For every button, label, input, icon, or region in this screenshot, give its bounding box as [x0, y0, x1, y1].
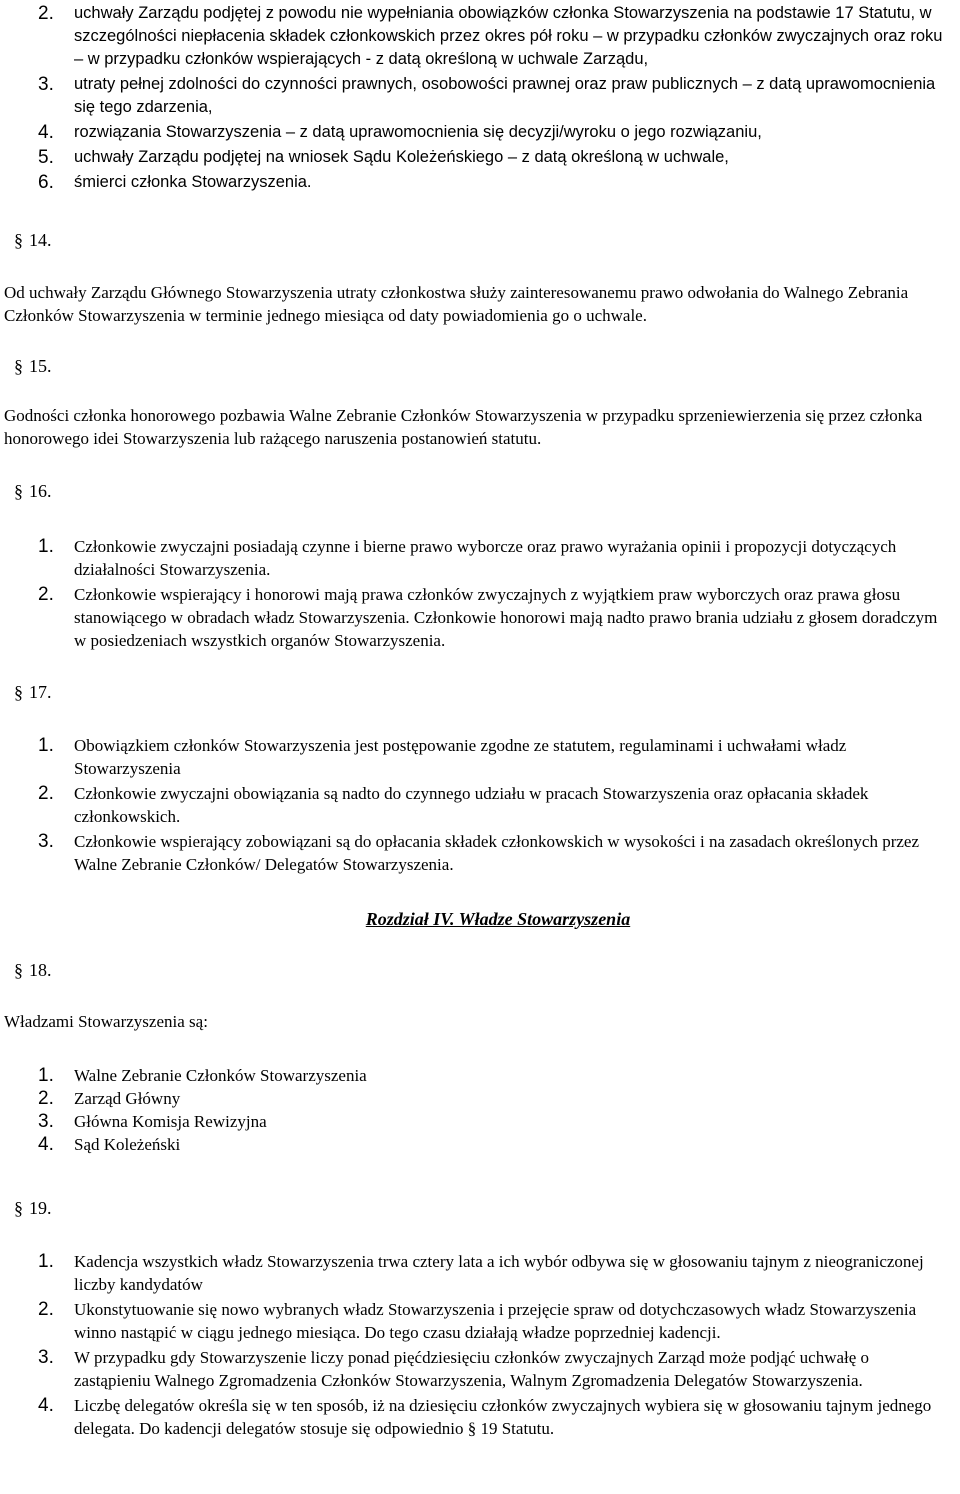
list-text: W przypadku gdy Stowarzyszenie liczy ponad pięćdziesięciu członków zwyczajnych Zarząd może podjąć uchwałę o zastąpieniu Walnego Zgromadzenia Członków Stowarzyszenia, Walnym Zgromadzenia Delegatów Stowarzyszenia.: [74, 1348, 870, 1390]
list-number: 5.: [38, 147, 54, 168]
list-item: [0, 1087, 960, 1110]
list-item: [0, 583, 960, 652]
chapter-heading: Rozdział IV. Władze Stowarzyszenia: [365, 909, 631, 929]
section-16-list: [0, 535, 960, 654]
section-18-list: [0, 1064, 960, 1156]
section-sign: §: [14, 356, 23, 376]
list-text: Obowiązkiem członków Stowarzyszenia jest postępowanie zgodne ze statutem, regulaminami i uchwałami władz Stowarzyszenia: [74, 736, 847, 778]
section-17-list: [0, 734, 960, 878]
list-item: [0, 830, 960, 876]
section-number: 18.: [29, 960, 52, 980]
list-item: [0, 1394, 960, 1440]
section-sign: §: [14, 481, 23, 501]
list-number: 1.: [38, 1251, 54, 1272]
list-number: 4.: [38, 1395, 54, 1416]
section-19-list: [0, 1250, 960, 1442]
list-text: utraty pełnej zdolności do czynności prawnych, osobowości prawnej oraz praw publicznych – z datą uprawomocnienia się tego zdarzenia,: [74, 75, 936, 116]
section-sign: §: [14, 682, 23, 702]
section-sign: §: [14, 230, 23, 250]
membership-loss-list: [0, 2, 960, 196]
list-number: 2.: [38, 584, 54, 605]
list-text: uchwały Zarządu podjętej na wniosek Sądu Koleżeńskiego – z datą określoną w uchwale,: [74, 148, 729, 166]
section-number: 16.: [29, 481, 52, 501]
section-14-paragraph: Od uchwały Zarządu Głównego Stowarzyszenia utraty członkostwa służy zainteresowanemu prawo odwołania do Walnego Zebrania Członków Stowarzyszenia w terminie jednego miesiąca od daty powiadomienia go o uchwale.: [4, 283, 909, 325]
list-item: [0, 734, 960, 780]
section-19-heading: [14, 1197, 52, 1219]
list-item: [0, 1133, 960, 1156]
list-item: [0, 73, 960, 119]
list-text: Główna Komisja Rewizyjna: [74, 1112, 267, 1131]
list-number: 6.: [38, 172, 54, 193]
list-item: [0, 535, 960, 581]
list-item: [0, 1110, 960, 1133]
list-text: śmierci członka Stowarzyszenia.: [74, 173, 312, 191]
list-number: 3.: [38, 1111, 54, 1132]
list-number: 3.: [38, 1347, 54, 1368]
list-item: [0, 1346, 960, 1392]
section-18-heading: [14, 959, 52, 981]
section-15-heading: [14, 355, 52, 377]
list-number: 2.: [38, 783, 54, 804]
list-number: 3.: [38, 831, 54, 852]
list-number: 3.: [38, 74, 54, 95]
section-17-heading: [14, 681, 52, 703]
list-number: 1.: [38, 1065, 54, 1086]
list-text: Liczbę delegatów określa się w ten sposób, iż na dziesięciu członków zwyczajnych wybiera się w głosowaniu tajnym jednego delegata. Do kadencji delegatów stosuje się odpowiednio § 19 Statutu.: [74, 1396, 932, 1438]
list-item: [0, 121, 960, 144]
section-16-heading: [14, 480, 52, 502]
list-number: 4.: [38, 122, 54, 143]
list-number: 1.: [38, 536, 54, 557]
list-text: uchwały Zarządu podjętej z powodu nie wypełniania obowiązków członka Stowarzyszenia na podstawie 17 Statutu, w szczególności niepłacenia składek członkowskich przez okres pół roku – w przypadku członków zwyczajnych oraz roku – w przypadku członków wspierających - z datą określoną w uchwale Zarządu,: [74, 4, 943, 68]
list-item: [0, 1298, 960, 1344]
section-number: 15.: [29, 356, 52, 376]
section-sign: §: [14, 960, 23, 980]
list-text: rozwiązania Stowarzyszenia – z datą uprawomocnienia się decyzji/wyroku o jego rozwiązaniu,: [74, 123, 762, 141]
section-18-paragraph: Władzami Stowarzyszenia są:: [4, 1012, 208, 1031]
list-item: [0, 146, 960, 169]
list-item: [0, 171, 960, 194]
list-text: Zarząd Główny: [74, 1089, 181, 1108]
list-text: Kadencja wszystkich władz Stowarzyszenia trwa cztery lata a ich wybór odbywa się w głosowaniu tajnym z nieograniczonej liczby kandydatów: [74, 1252, 924, 1294]
list-number: 2.: [38, 1299, 54, 1320]
list-number: 4.: [38, 1134, 54, 1155]
list-text: Członkowie wspierający zobowiązani są do opłacania składek członkowskich w wysokości i na zasadach określonych przez Walne Zebranie Członków/ Delegatów Stowarzyszenia.: [74, 832, 919, 874]
section-15-paragraph: Godności członka honorowego pozbawia Walne Zebranie Członków Stowarzyszenia w przypadku sprzeniewierzenia się przez członka honorowego idei Stowarzyszenia lub rażącego naruszenia postanowień statutu.: [4, 406, 923, 448]
list-item: [0, 1250, 960, 1296]
list-text: Sąd Koleżeński: [74, 1135, 181, 1154]
list-number: 1.: [38, 735, 54, 756]
list-text: Członkowie zwyczajni posiadają czynne i bierne prawo wyborcze oraz prawo wyrażania opinii i propozycji dotyczących działalności Stowarzyszenia.: [74, 537, 897, 579]
list-text: Członkowie wspierający i honorowi mają prawa członków zwyczajnych z wyjątkiem praw wyborczych oraz prawa głosu stanowiącego w obradach władz Stowarzyszenia. Członkowie honorowi mają nadto prawo brania udziału z głosem doradczym w posiedzeniach wszystkich organów Stowarzyszenia.: [74, 585, 938, 650]
section-number: 14.: [29, 230, 52, 250]
list-number: 2.: [38, 3, 54, 24]
list-text: Ukonstytuowanie się nowo wybranych władz Stowarzyszenia i przejęcie spraw od dotychczasowych władz Stowarzyszenia winno nastąpić w ciągu jednego miesiąca. Do tego czasu działają władze poprzedniej kadencji.: [74, 1300, 917, 1342]
section-14-heading: [14, 229, 52, 251]
list-item: [0, 782, 960, 828]
list-item: [0, 1064, 960, 1087]
section-number: 19.: [29, 1198, 52, 1218]
list-text: Członkowie zwyczajni obowiązania są nadto do czynnego udziału w pracach Stowarzyszenia oraz opłacania składek członkowskich.: [74, 784, 869, 826]
list-number: 2.: [38, 1088, 54, 1109]
section-sign: §: [14, 1198, 23, 1218]
list-item: [0, 2, 960, 71]
section-number: 17.: [29, 682, 52, 702]
list-text: Walne Zebranie Członków Stowarzyszenia: [74, 1066, 367, 1085]
